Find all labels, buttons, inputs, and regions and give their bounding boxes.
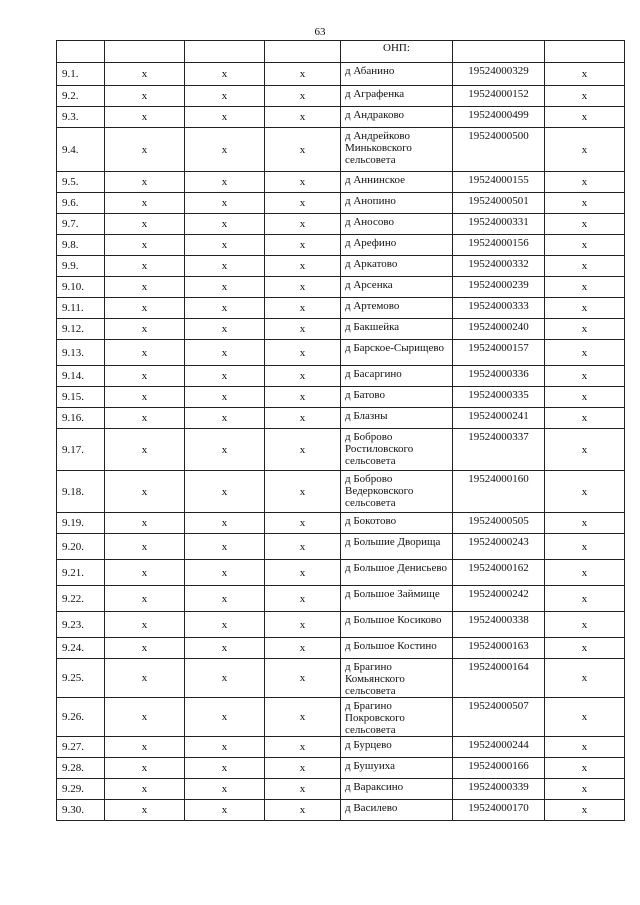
table-row: [57, 277, 625, 298]
mark-cell: х: [105, 800, 185, 821]
settlement-name-cell: д Аносово: [341, 214, 453, 235]
mark-cell: х: [545, 277, 625, 298]
mark-cell: х: [545, 408, 625, 429]
mark-cell: х: [545, 86, 625, 107]
mark-cell: х: [185, 638, 265, 659]
mark-cell: х: [185, 534, 265, 560]
mark-cell: х: [545, 429, 625, 471]
oktmo-code-cell: 19524000501: [453, 193, 545, 214]
table-row: [57, 560, 625, 586]
mark-cell: х: [185, 340, 265, 366]
table-row: [57, 340, 625, 366]
oktmo-code-cell: 19524000240: [453, 319, 545, 340]
header-cell-onp: ОНП:: [341, 41, 453, 63]
mark-cell: х: [185, 408, 265, 429]
mark-cell: х: [185, 214, 265, 235]
mark-cell: х: [185, 758, 265, 779]
oktmo-code-cell: 19524000332: [453, 256, 545, 277]
mark-cell: х: [265, 737, 341, 758]
row-number-cell: 9.26.: [57, 698, 105, 737]
mark-cell: х: [265, 429, 341, 471]
table-row: [57, 698, 625, 737]
table-row: [57, 659, 625, 698]
row-number-cell: 9.1.: [57, 63, 105, 86]
settlement-name-cell: д Бакшейка: [341, 319, 453, 340]
mark-cell: х: [185, 298, 265, 319]
mark-cell: х: [265, 800, 341, 821]
mark-cell: х: [265, 612, 341, 638]
row-number-cell: 9.21.: [57, 560, 105, 586]
mark-cell: х: [105, 319, 185, 340]
settlement-name-cell: д Бушуиха: [341, 758, 453, 779]
mark-cell: х: [265, 277, 341, 298]
mark-cell: х: [105, 513, 185, 534]
row-number-cell: 9.6.: [57, 193, 105, 214]
mark-cell: х: [185, 387, 265, 408]
table-row: [57, 172, 625, 193]
mark-cell: х: [545, 800, 625, 821]
mark-cell: х: [185, 366, 265, 387]
settlements-table: [56, 40, 625, 821]
mark-cell: х: [105, 366, 185, 387]
mark-cell: х: [185, 779, 265, 800]
settlement-name-cell: д Арефино: [341, 235, 453, 256]
mark-cell: х: [105, 340, 185, 366]
row-number-cell: 9.27.: [57, 737, 105, 758]
mark-cell: х: [545, 638, 625, 659]
table-row: [57, 235, 625, 256]
mark-cell: х: [185, 319, 265, 340]
settlement-name-cell: д Большое Косиково: [341, 612, 453, 638]
table-row: [57, 298, 625, 319]
oktmo-code-cell: 19524000157: [453, 340, 545, 366]
table-row: [57, 86, 625, 107]
settlement-name-cell: д Брагино Комьянского сельсовета: [341, 659, 453, 698]
mark-cell: х: [265, 256, 341, 277]
oktmo-code-cell: 19524000164: [453, 659, 545, 698]
mark-cell: х: [265, 340, 341, 366]
row-number-cell: 9.20.: [57, 534, 105, 560]
mark-cell: х: [105, 128, 185, 172]
row-number-cell: 9.14.: [57, 366, 105, 387]
mark-cell: х: [185, 277, 265, 298]
settlement-name-cell: д Боброво Ростиловского сельсовета: [341, 429, 453, 471]
mark-cell: х: [265, 319, 341, 340]
mark-cell: х: [265, 758, 341, 779]
mark-cell: х: [545, 779, 625, 800]
mark-cell: х: [545, 319, 625, 340]
row-number-cell: 9.13.: [57, 340, 105, 366]
mark-cell: х: [545, 107, 625, 128]
mark-cell: х: [265, 471, 341, 513]
mark-cell: х: [545, 737, 625, 758]
mark-cell: х: [105, 277, 185, 298]
mark-cell: х: [185, 471, 265, 513]
mark-cell: х: [265, 408, 341, 429]
settlement-name-cell: д Большое Костино: [341, 638, 453, 659]
header-cell: [105, 41, 185, 63]
mark-cell: х: [545, 612, 625, 638]
oktmo-code-cell: 19524000338: [453, 612, 545, 638]
mark-cell: х: [545, 63, 625, 86]
header-cell: [453, 41, 545, 63]
oktmo-code-cell: 19524000242: [453, 586, 545, 612]
mark-cell: х: [185, 128, 265, 172]
mark-cell: х: [105, 758, 185, 779]
mark-cell: х: [105, 172, 185, 193]
oktmo-code-cell: 19524000163: [453, 638, 545, 659]
table-row: [57, 737, 625, 758]
mark-cell: х: [185, 698, 265, 737]
row-number-cell: 9.15.: [57, 387, 105, 408]
settlement-name-cell: д Боброво Ведерковского сельсовета: [341, 471, 453, 513]
table-row: [57, 586, 625, 612]
oktmo-code-cell: 19524000336: [453, 366, 545, 387]
mark-cell: х: [545, 471, 625, 513]
page-number: 63: [314, 26, 326, 38]
settlement-name-cell: д Василево: [341, 800, 453, 821]
row-number-cell: 9.23.: [57, 612, 105, 638]
row-number-cell: 9.25.: [57, 659, 105, 698]
row-number-cell: 9.17.: [57, 429, 105, 471]
mark-cell: х: [105, 298, 185, 319]
row-number-cell: 9.18.: [57, 471, 105, 513]
mark-cell: х: [185, 86, 265, 107]
settlement-name-cell: д Блазны: [341, 408, 453, 429]
table-row: [57, 128, 625, 172]
settlement-name-cell: д Аркатово: [341, 256, 453, 277]
settlement-name-cell: д Вараксино: [341, 779, 453, 800]
oktmo-code-cell: 19524000329: [453, 63, 545, 86]
table-header-row: [57, 41, 625, 63]
mark-cell: х: [185, 63, 265, 86]
mark-cell: х: [545, 366, 625, 387]
oktmo-code-cell: 19524000239: [453, 277, 545, 298]
settlement-name-cell: д Анопино: [341, 193, 453, 214]
table-row: [57, 429, 625, 471]
mark-cell: х: [545, 340, 625, 366]
oktmo-code-cell: 19524000166: [453, 758, 545, 779]
mark-cell: х: [265, 107, 341, 128]
mark-cell: х: [265, 63, 341, 86]
row-number-cell: 9.24.: [57, 638, 105, 659]
settlement-name-cell: д Андраково: [341, 107, 453, 128]
row-number-cell: 9.8.: [57, 235, 105, 256]
oktmo-code-cell: 19524000499: [453, 107, 545, 128]
settlement-name-cell: д Абанино: [341, 63, 453, 86]
row-number-cell: 9.10.: [57, 277, 105, 298]
oktmo-code-cell: 19524000152: [453, 86, 545, 107]
table-row: [57, 107, 625, 128]
mark-cell: х: [545, 534, 625, 560]
mark-cell: х: [105, 235, 185, 256]
mark-cell: х: [185, 513, 265, 534]
mark-cell: х: [265, 560, 341, 586]
mark-cell: х: [545, 214, 625, 235]
table-row: [57, 779, 625, 800]
mark-cell: х: [105, 387, 185, 408]
mark-cell: х: [265, 193, 341, 214]
mark-cell: х: [185, 107, 265, 128]
oktmo-code-cell: 19524000507: [453, 698, 545, 737]
mark-cell: х: [105, 586, 185, 612]
mark-cell: х: [545, 387, 625, 408]
mark-cell: х: [105, 779, 185, 800]
table-row: [57, 408, 625, 429]
settlement-name-cell: д Бокотово: [341, 513, 453, 534]
row-number-cell: 9.19.: [57, 513, 105, 534]
table-row: [57, 612, 625, 638]
mark-cell: х: [105, 612, 185, 638]
settlement-name-cell: д Аграфенка: [341, 86, 453, 107]
table-row: [57, 471, 625, 513]
mark-cell: х: [545, 128, 625, 172]
settlement-name-cell: д Басаргино: [341, 366, 453, 387]
row-number-cell: 9.30.: [57, 800, 105, 821]
settlement-name-cell: д Большие Дворища: [341, 534, 453, 560]
oktmo-code-cell: 19524000339: [453, 779, 545, 800]
mark-cell: х: [105, 638, 185, 659]
settlement-name-cell: д Бурцево: [341, 737, 453, 758]
settlement-name-cell: д Андрейково Миньковского сельсовета: [341, 128, 453, 172]
mark-cell: х: [265, 387, 341, 408]
row-number-cell: 9.16.: [57, 408, 105, 429]
header-cell: [185, 41, 265, 63]
row-number-cell: 9.22.: [57, 586, 105, 612]
row-number-cell: 9.28.: [57, 758, 105, 779]
header-cell: [57, 41, 105, 63]
mark-cell: х: [185, 235, 265, 256]
settlement-name-cell: д Брагино Покровского сельсовета: [341, 698, 453, 737]
oktmo-code-cell: 19524000170: [453, 800, 545, 821]
table-row: [57, 800, 625, 821]
oktmo-code-cell: 19524000160: [453, 471, 545, 513]
row-number-cell: 9.5.: [57, 172, 105, 193]
mark-cell: х: [105, 471, 185, 513]
mark-cell: х: [105, 214, 185, 235]
table-body: [57, 41, 625, 821]
table-row: [57, 63, 625, 86]
mark-cell: х: [265, 128, 341, 172]
mark-cell: х: [185, 612, 265, 638]
mark-cell: х: [545, 513, 625, 534]
table-row: [57, 256, 625, 277]
oktmo-code-cell: 19524000335: [453, 387, 545, 408]
table-row: [57, 366, 625, 387]
oktmo-code-cell: 19524000505: [453, 513, 545, 534]
mark-cell: х: [185, 429, 265, 471]
mark-cell: х: [105, 737, 185, 758]
oktmo-code-cell: 19524000337: [453, 429, 545, 471]
mark-cell: х: [545, 256, 625, 277]
mark-cell: х: [105, 698, 185, 737]
mark-cell: х: [105, 193, 185, 214]
row-number-cell: 9.12.: [57, 319, 105, 340]
table-row: [57, 534, 625, 560]
mark-cell: х: [265, 366, 341, 387]
header-cell: [265, 41, 341, 63]
mark-cell: х: [265, 638, 341, 659]
mark-cell: х: [265, 86, 341, 107]
table-row: [57, 387, 625, 408]
oktmo-code-cell: 19524000500: [453, 128, 545, 172]
mark-cell: х: [185, 800, 265, 821]
mark-cell: х: [545, 586, 625, 612]
oktmo-code-cell: 19524000162: [453, 560, 545, 586]
mark-cell: х: [545, 298, 625, 319]
mark-cell: х: [265, 586, 341, 612]
mark-cell: х: [265, 659, 341, 698]
mark-cell: х: [265, 534, 341, 560]
mark-cell: х: [105, 534, 185, 560]
mark-cell: х: [105, 63, 185, 86]
mark-cell: х: [265, 172, 341, 193]
oktmo-code-cell: 19524000243: [453, 534, 545, 560]
oktmo-code-cell: 19524000244: [453, 737, 545, 758]
table-row: [57, 319, 625, 340]
mark-cell: х: [265, 235, 341, 256]
table-row: [57, 758, 625, 779]
settlement-name-cell: д Арсенка: [341, 277, 453, 298]
mark-cell: х: [265, 698, 341, 737]
settlement-name-cell: д Барское-Сырищево: [341, 340, 453, 366]
mark-cell: х: [545, 193, 625, 214]
mark-cell: х: [185, 256, 265, 277]
mark-cell: х: [545, 659, 625, 698]
oktmo-code-cell: 19524000241: [453, 408, 545, 429]
row-number-cell: 9.7.: [57, 214, 105, 235]
mark-cell: х: [265, 298, 341, 319]
table-row: [57, 193, 625, 214]
oktmo-code-cell: 19524000155: [453, 172, 545, 193]
oktmo-code-cell: 19524000156: [453, 235, 545, 256]
row-number-cell: 9.11.: [57, 298, 105, 319]
settlement-name-cell: д Батово: [341, 387, 453, 408]
mark-cell: х: [185, 560, 265, 586]
table-row: [57, 513, 625, 534]
mark-cell: х: [105, 107, 185, 128]
mark-cell: х: [105, 659, 185, 698]
row-number-cell: 9.9.: [57, 256, 105, 277]
mark-cell: х: [545, 758, 625, 779]
mark-cell: х: [105, 560, 185, 586]
mark-cell: х: [185, 172, 265, 193]
table-row: [57, 638, 625, 659]
row-number-cell: 9.4.: [57, 128, 105, 172]
mark-cell: х: [105, 408, 185, 429]
oktmo-code-cell: 19524000333: [453, 298, 545, 319]
mark-cell: х: [105, 256, 185, 277]
row-number-cell: 9.29.: [57, 779, 105, 800]
mark-cell: х: [105, 86, 185, 107]
mark-cell: х: [185, 659, 265, 698]
mark-cell: х: [545, 235, 625, 256]
settlement-name-cell: д Большое Денисьево: [341, 560, 453, 586]
mark-cell: х: [265, 214, 341, 235]
header-cell: [545, 41, 625, 63]
mark-cell: х: [185, 586, 265, 612]
mark-cell: х: [545, 698, 625, 737]
mark-cell: х: [185, 737, 265, 758]
mark-cell: х: [265, 513, 341, 534]
row-number-cell: 9.2.: [57, 86, 105, 107]
settlement-name-cell: д Артемово: [341, 298, 453, 319]
mark-cell: х: [265, 779, 341, 800]
mark-cell: х: [185, 193, 265, 214]
mark-cell: х: [105, 429, 185, 471]
oktmo-code-cell: 19524000331: [453, 214, 545, 235]
settlement-name-cell: д Большое Займище: [341, 586, 453, 612]
mark-cell: х: [545, 172, 625, 193]
settlement-name-cell: д Аннинское: [341, 172, 453, 193]
row-number-cell: 9.3.: [57, 107, 105, 128]
mark-cell: х: [545, 560, 625, 586]
table-row: [57, 214, 625, 235]
